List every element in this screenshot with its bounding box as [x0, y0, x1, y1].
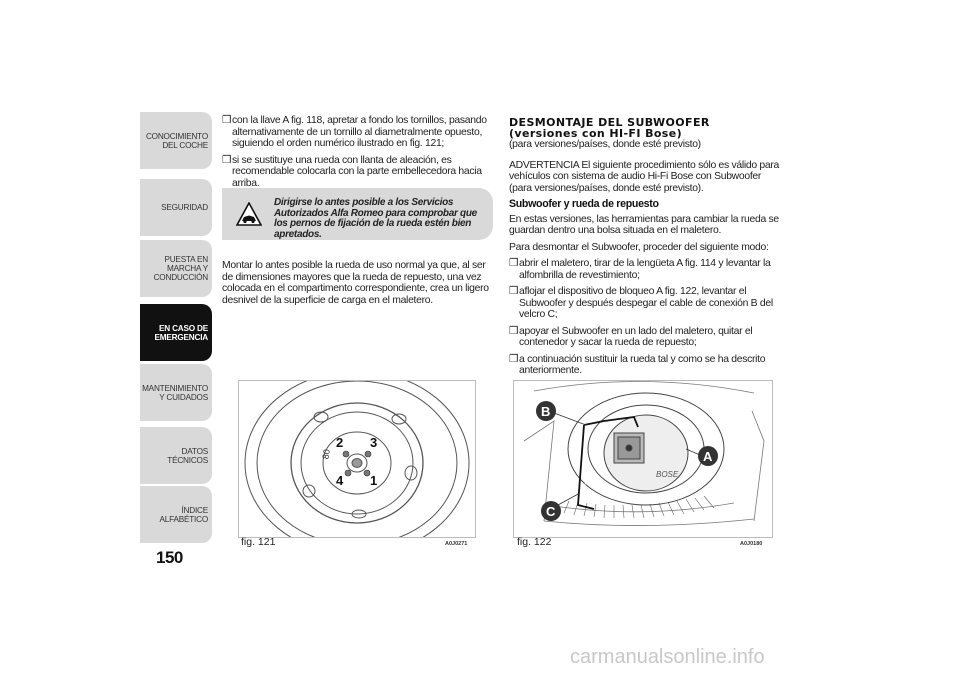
- tab-conocimiento-del-coche[interactable]: [140, 112, 212, 169]
- figure-caption-122: fig. 122: [517, 536, 552, 548]
- warning-text: Dirigirse lo antes posible a los Servicios Autorizados Alfa Romeo para comprobar que los pernos de fijación de la rueda estén bien apretados.: [274, 197, 477, 240]
- lead-text: Para desmontar el Subwoofer, proceder del siguiente modo:: [509, 241, 769, 253]
- tab-label: DATOS TÉCNICOS: [167, 446, 208, 465]
- nut-label-3: 3: [370, 435, 378, 450]
- tab-label: CONOCIMIENTO DEL COCHE: [145, 131, 208, 150]
- list-item: ❒aflojar el dispositivo de bloqueo A fig. 122, levantar el Subwoofer y después despegar el cable de conexión B del velcro C;: [509, 286, 773, 320]
- bullet-icon: ❒: [509, 286, 519, 297]
- section-title-sub: (versiones con HI-FI Bose): [509, 127, 683, 140]
- figure-121: [238, 380, 476, 538]
- tab-label: EN CASO DE EMERGENCIA: [154, 323, 208, 342]
- watermark: carmanualsonline.info: [570, 646, 765, 668]
- nut-label-2: 2: [336, 435, 344, 450]
- callout-c: C: [546, 504, 556, 519]
- subwoofer-illustration: [514, 381, 772, 537]
- bullet-icon: ❒: [509, 353, 519, 365]
- left-paragraph: Montar lo antes posible la rueda de uso normal ya que, al ser de dimensiones mayores que la rueda de repuesto, una vez colocada en el compartimento correspondiente, crea un ligero desnivel de la superficie de carga en el maletero.: [222, 260, 489, 306]
- figure-122: [513, 380, 773, 538]
- list-item: ❒a continuación sustituir la rueda tal y como se ha descrito anteriormente.: [509, 353, 766, 376]
- figure-code-121: A0J0271: [445, 541, 468, 547]
- tab-puesta-en-marcha[interactable]: [140, 240, 212, 297]
- tab-en-caso-de-emergencia[interactable]: [140, 304, 212, 361]
- tab-datos-tecnicos[interactable]: [140, 427, 212, 484]
- subheading: Subwoofer y rueda de repuesto: [509, 198, 659, 210]
- list-item: ❒si se sustituye una rueda con llanta de aleación, es recomendable colocarla con la parte embellecedora hacia arriba.: [222, 154, 482, 189]
- tab-label: PUESTA EN MARCHA Y CONDUCCIÓN: [153, 255, 208, 282]
- bullet-icon: ❒: [509, 325, 519, 337]
- warning-car-icon: [236, 202, 262, 226]
- callout-a: A: [703, 449, 713, 464]
- list-item: ❒apoyar el Subwoofer en un lado del maletero, quitar el contenedor y sacar la rueda de repuesto;: [509, 325, 753, 348]
- list-item: ❒abrir el maletero, tirar de la lengüeta A fig. 114 y levantar la alfombrilla de revestimiento;: [509, 258, 771, 281]
- page-number: 150: [156, 548, 183, 567]
- figure-caption-121: fig. 121: [241, 536, 276, 548]
- tab-seguridad[interactable]: [140, 179, 212, 236]
- section-note: (para versiones/países, donde esté previsto): [509, 139, 701, 150]
- left-column: [222, 115, 494, 194]
- advertencia-text: ADVERTENCIA El siguiente procedimiento sólo es válido para vehículos con sistema de audio Hi-Fi Bose con Subwoofer (para versiones/países, donde esté previsto).: [509, 159, 780, 194]
- tab-label: MANTENIMIENTO Y CUIDADOS: [142, 383, 208, 402]
- brand-marking: BOSE: [656, 470, 679, 479]
- bullet-icon: ❒: [222, 115, 232, 126]
- tab-indice-alfabetico[interactable]: [140, 486, 212, 543]
- figure-code-122: A0J0180: [740, 541, 763, 547]
- list-item: ❒con la llave A fig. 118, apretar a fondo los tornillos, pasando alternativamente de un tornillo al diametralmente opuesto, siguiendo el orden numérico ilustrado en fig. 121;: [222, 115, 487, 149]
- tab-label: ÍNDICE ALFABÉTICO: [159, 505, 208, 524]
- nut-label-1: 1: [370, 473, 378, 488]
- nut-label-4: 4: [336, 473, 344, 488]
- section-title: DESMONTAJE DEL SUBWOOFER: [509, 116, 710, 129]
- bullet-icon: ❒: [222, 154, 232, 166]
- bullet-icon: ❒: [509, 258, 519, 269]
- wheel-illustration: [239, 381, 475, 537]
- right-column: [509, 117, 784, 382]
- intro-text: En estas versiones, las herramientas para cambiar la rueda se guardan dentro una bolsa situada en el maletero.: [509, 213, 779, 236]
- tab-mantenimiento[interactable]: [140, 364, 212, 421]
- tab-label: SEGURIDAD: [161, 203, 208, 212]
- callout-b: B: [541, 404, 551, 419]
- rim-marking: 80: [320, 448, 332, 460]
- warning-box: [222, 188, 493, 240]
